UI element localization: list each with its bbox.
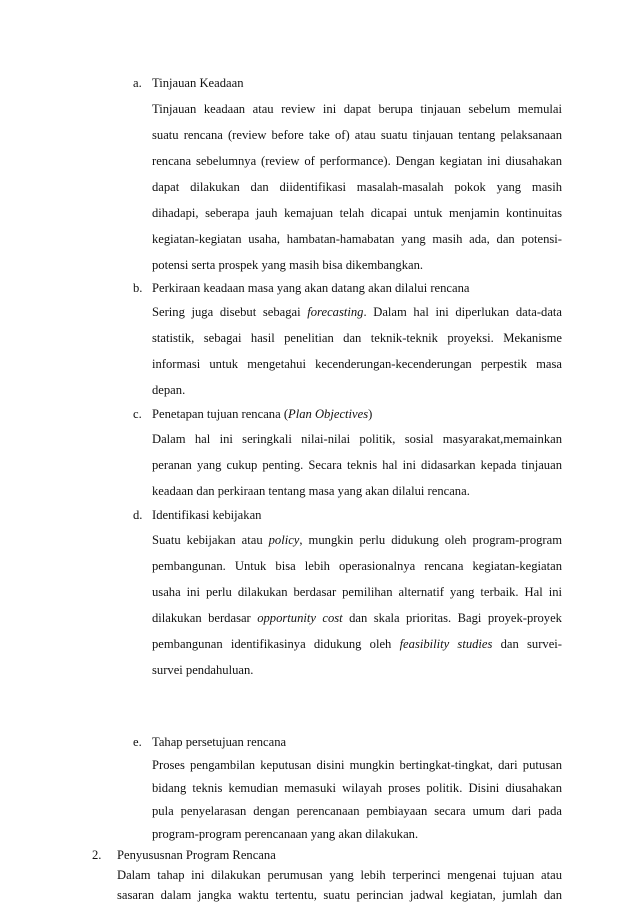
section-2-line: Dalam tahap ini dilakukan perumusan yang lebih terperinci mengenai tujuan atau bbox=[117, 868, 562, 882]
section-e-line: Proses pengambilan keputusan disini mungkin bertingkat-tingkat, dari putusan bbox=[152, 758, 562, 772]
plan-objectives-term: Plan Objectives bbox=[288, 407, 369, 421]
section-c-heading: Penetapan tujuan rencana (Plan Objectives) bbox=[152, 407, 373, 421]
section-e-line: bidang teknis kemudian memasuki wilayah proses politik. Disini diusahakan bbox=[152, 781, 562, 795]
section-a-line: suatu rencana (review before take of) atau suatu tinjauan tentang pelaksanaan bbox=[152, 128, 562, 142]
section-a-heading: Tinjauan Keadaan bbox=[152, 76, 244, 90]
section-2-line: sasaran dalam jangka waktu tertentu, suatu perincian jadwal kegiatan, jumlah dan bbox=[117, 888, 562, 902]
section-a-line: rencana sebelumnya (review of performance). Dengan kegiatan ini diusahakan bbox=[152, 154, 562, 168]
section-b-line: informasi untuk mengetahui kecenderungan-kecenderungan perpestik masa bbox=[152, 357, 562, 371]
section-e-line: pula penyelarasan dengan perencanaan pembiayaan secara umum dari pada bbox=[152, 804, 562, 818]
list-marker-a: a. bbox=[133, 76, 142, 90]
section-b-heading: Perkiraan keadaan masa yang akan datang akan dilalui rencana bbox=[152, 281, 470, 295]
section-b-line: statistik, sebagai hasil penelitian dan teknik-teknik proyeksi. Mekanisme bbox=[152, 331, 562, 345]
section-d-line: dilakukan berdasar opportunity cost dan skala prioritas. Bagi proyek-proyek bbox=[152, 611, 562, 625]
list-marker-d: d. bbox=[133, 508, 143, 522]
section-a-line: dihadapi, seberapa jauh kemajuan telah dicapai untuk menjamin kontinuitas bbox=[152, 206, 562, 220]
section-c-line: Dalam hal ini seringkali nilai-nilai politik, sosial masyarakat,memainkan bbox=[152, 432, 562, 446]
section-a-line: potensi serta prospek yang masih bisa dikembangkan. bbox=[152, 258, 424, 272]
list-marker-2: 2. bbox=[92, 848, 102, 862]
section-b-line: depan. bbox=[152, 383, 186, 397]
list-marker-c: c. bbox=[133, 407, 142, 421]
section-c-line: keadaan dan perkiraan tentang masa yang akan dilalui rencana. bbox=[152, 484, 470, 498]
section-d-line: pembangunan. Untuk bisa lebih operasionalnya rencana kegiatan-kegiatan bbox=[152, 559, 562, 573]
section-e-line: program-program perencanaan yang akan dilakukan. bbox=[152, 827, 419, 841]
section-2-heading: Penyususnan Program Rencana bbox=[117, 848, 276, 862]
section-d-line: Suatu kebijakan atau policy, mungkin perlu didukung oleh program-program bbox=[152, 533, 562, 547]
list-marker-e: e. bbox=[133, 735, 142, 749]
policy-term: policy bbox=[268, 533, 300, 547]
section-d-line: survei pendahuluan. bbox=[152, 663, 254, 677]
list-marker-b: b. bbox=[133, 281, 143, 295]
section-a-line: kegiatan-kegiatan usaha, hambatan-hamabatan yang masih ada, dan potensi- bbox=[152, 232, 562, 246]
section-d-line: usaha ini perlu dilakukan berdasar pemilihan alternatif yang terbaik. Hal ini bbox=[152, 585, 562, 599]
section-c-line: peranan yang cukup penting. Secara teknis hal ini didasarkan kepada tinjauan bbox=[152, 458, 562, 472]
section-a-line: Tinjauan keadaan atau review ini dapat berupa tinjauan sebelum memulai bbox=[152, 102, 562, 116]
forecasting-term: forecasting bbox=[307, 305, 364, 319]
section-a-line: dapat dilakukan dan diidentifikasi masalah-masalah pokok yang masih bbox=[152, 180, 562, 194]
section-b-line: Sering juga disebut sebagai forecasting. Dalam hal ini diperlukan data-data bbox=[152, 305, 562, 319]
opportunity-cost-term: opportunity cost bbox=[257, 611, 343, 625]
feasibility-studies-term: feasibility studies bbox=[399, 637, 493, 651]
section-d-line: pembangunan identifikasinya didukung oleh feasibility studies dan survei- bbox=[152, 637, 562, 651]
section-d-heading: Identifikasi kebijakan bbox=[152, 508, 262, 522]
section-e-heading: Tahap persetujuan rencana bbox=[152, 735, 287, 749]
